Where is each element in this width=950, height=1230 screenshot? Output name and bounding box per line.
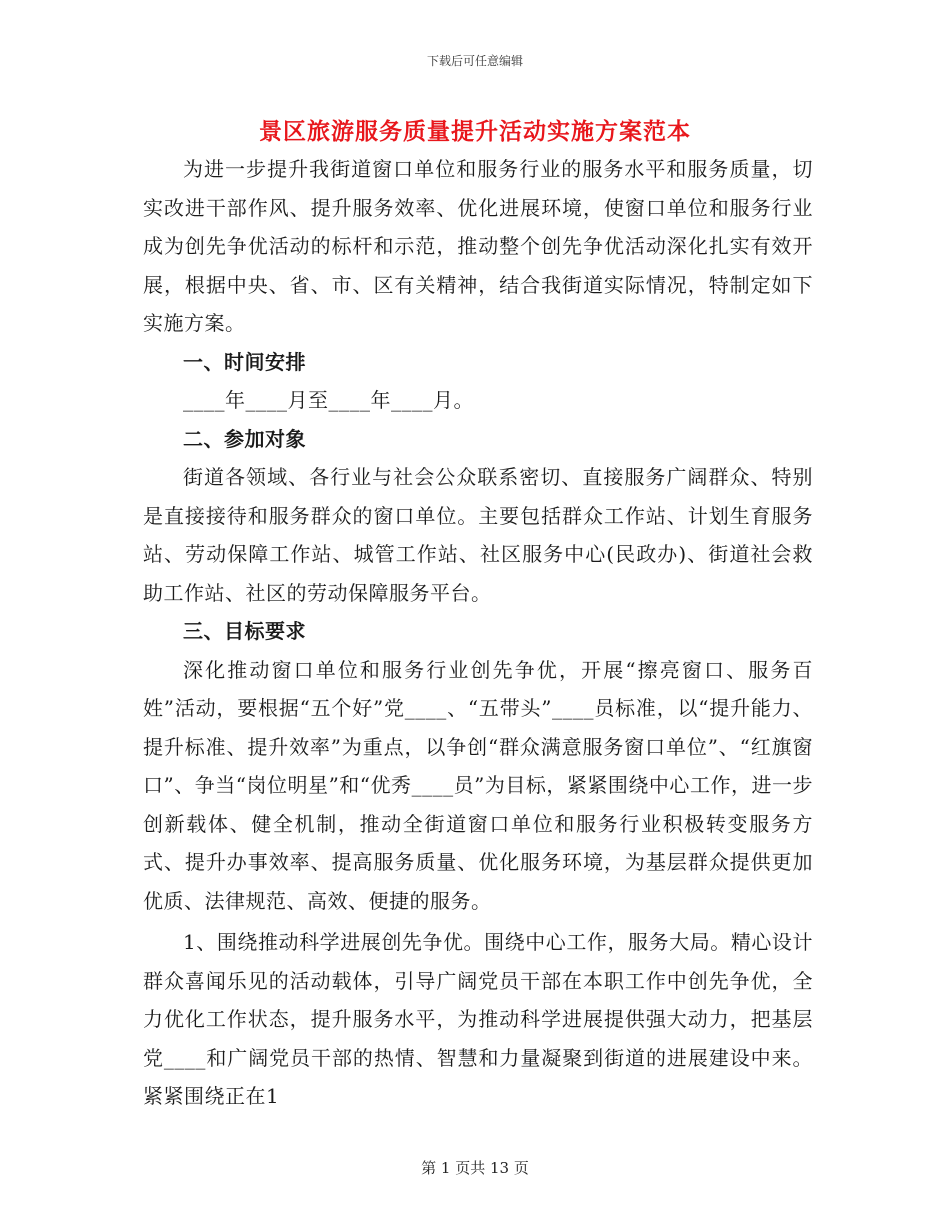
document-title: 景区旅游服务质量提升活动实施方案范本 — [259, 118, 691, 145]
intro-paragraph: 为进一步提升我街道窗口单位和服务行业的服务水平和服务质量，切实改进干部作风、提升服务效率、优化进展环境，使窗口单位和服务行业成为创先争优活动的标杆和示范，推动整个创先争优活动深化扎实有效开展，根据中央、省、市、区有关精神，结合我街道实际情况，特制定如下实施方案。 — [143, 157, 813, 335]
section-body-goals: 深化推动窗口单位和服务行业创先争优，开展“擦亮窗口、服务百姓”活动，要根据“五个好”党____、“五带头”____员标准，以“提升能力、提升标准、提升效率”为重点，以争创“群众满意服务窗口单位”、“红旗窗口”、争当“岗位明星”和“优秀____员”为目标，紧紧围绕中心工作，进一步创新载体、健全机制，推动全街道窗口单位和服务行业积极转变服务方式、提升办事效率、提高服务质量、优化服务环境，为基层群众提供更加优质、法律规范、高效、便捷的服务。 — [143, 657, 813, 913]
document-body — [143, 150, 813, 1116]
section-heading-schedule: 一、时间安排 — [183, 349, 306, 374]
section-heading-goals: 三、目标要求 — [183, 619, 306, 643]
section-body-schedule: ____年____月至____年____月。 — [183, 388, 474, 412]
page-header-note: 下载后可任意编辑 — [426, 54, 523, 68]
section-body-participants: 街道各领域、各行业与社会公众联系密切、直接服务广阔群众、特别是直接接待和服务群众的窗口单位。主要包括群众工作站、计划生育服务站、劳动保障工作站、城管工作站、社区服务中心(民政办)、街道社会救助工作站、社区的劳动保障服务平台。 — [143, 465, 813, 605]
page-footer-number: 第 1 页共 13 页 — [421, 1159, 529, 1177]
item-1-paragraph: 1、围绕推动科学进展创先争优。围绕中心工作，服务大局。精心设计群众喜闻乐见的活动载体，引导广阔党员干部在本职工作中创先争优，全力优化工作状态，提升服务水平，为推动科学进展提供强大动力，把基层党____和广阔党员干部的热情、智慧和力量凝聚到街道的进展建设中来。紧紧围绕正在1 — [143, 930, 813, 1108]
section-heading-participants: 二、参加对象 — [183, 426, 306, 451]
